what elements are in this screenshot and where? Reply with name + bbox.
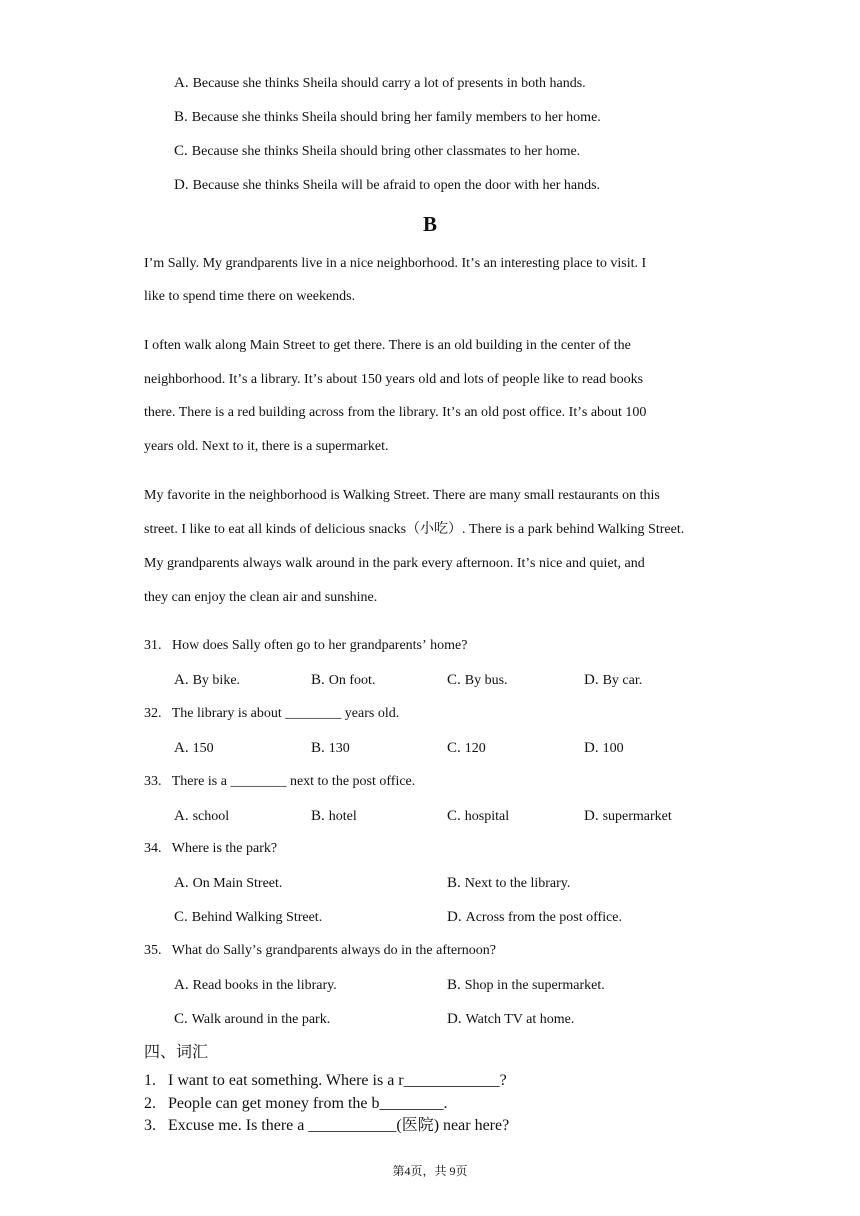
q34-option-a: A. On Main Street. <box>174 875 283 891</box>
passage-line: like to spend time there on weekends. <box>144 289 356 304</box>
passage-line: My grandparents always walk around in the park every afternoon. Itʼs nice and quiet, and <box>144 556 645 571</box>
vocab-item-3: 3. Excuse me. Is there a ___________(医院) near here? <box>144 1117 510 1134</box>
question-35: 35. What do Sallyʼs grandparents always do in the afternoon? <box>144 943 496 958</box>
q33-option-c: C. hospital <box>447 808 510 824</box>
vocab-item-1: 1. I want to eat something. Where is a r____________? <box>144 1072 507 1089</box>
question-34: 34. Where is the park? <box>144 841 278 856</box>
page-footer: 第4页，共 9页 <box>392 1164 468 1178</box>
q34-option-b: B. Next to the library. <box>447 875 571 891</box>
option-b: B. Because she thinks Sheila should bring her family members to her home. <box>174 109 601 125</box>
q35-option-a: A. Read books in the library. <box>174 977 337 993</box>
q35-option-b: B. Shop in the supermarket. <box>447 977 605 993</box>
passage-line: there. There is a red building across from the library. Itʼs an old post office. Itʼs about 100 <box>144 405 647 420</box>
q31-option-b: B. On foot. <box>311 672 376 688</box>
vocab-section-title: 四、词汇 <box>144 1044 209 1061</box>
option-d: D. Because she thinks Sheila will be afraid to open the door with her hands. <box>174 177 601 193</box>
q32-option-d: D. 100 <box>584 740 624 756</box>
section-heading: B <box>422 212 437 236</box>
q32-option-a: A. 150 <box>174 740 214 756</box>
question-32: 32. The library is about ________ years old. <box>144 706 400 721</box>
question-31: 31. How does Sally often go to her grandparentsʼ home? <box>144 638 468 653</box>
passage-line: they can enjoy the clean air and sunshine. <box>144 590 378 605</box>
q31-option-d: D. By car. <box>584 672 643 688</box>
q33-option-d: D. supermarket <box>584 808 672 824</box>
vocab-item-2: 2. People can get money from the b________. <box>144 1095 448 1112</box>
q32-option-b: B. 130 <box>311 740 350 756</box>
passage-line: years old. Next to it, there is a supermarket. <box>144 439 389 454</box>
option-a: A. Because she thinks Sheila should carry a lot of presents in both hands. <box>174 75 586 91</box>
passage-line: street. I like to eat all kinds of delicious snacks（小吃）. There is a park behind Walking Street. <box>144 522 685 537</box>
question-33: 33. There is a ________ next to the post office. <box>144 774 416 789</box>
q31-option-a: A. By bike. <box>174 672 241 688</box>
q33-option-b: B. hotel <box>311 808 357 824</box>
q32-option-c: C. 120 <box>447 740 486 756</box>
passage-line: neighborhood. Itʼs a library. Itʼs about 150 years old and lots of people like to read books <box>144 372 644 387</box>
q33-option-a: A. school <box>174 808 230 824</box>
q34-option-d: D. Across from the post office. <box>447 909 623 925</box>
q35-option-c: C. Walk around in the park. <box>174 1011 331 1027</box>
passage-line: Iʼm Sally. My grandparents live in a nice neighborhood. Itʼs an interesting place to visit. I <box>144 256 647 271</box>
q34-option-c: C. Behind Walking Street. <box>174 909 323 925</box>
passage-line: I often walk along Main Street to get there. There is an old building in the center of the <box>144 338 631 353</box>
q35-option-d: D. Watch TV at home. <box>447 1011 575 1027</box>
passage-line: My favorite in the neighborhood is Walking Street. There are many small restaurants on this <box>144 488 660 503</box>
q31-option-c: C. By bus. <box>447 672 508 688</box>
option-c: C. Because she thinks Sheila should bring other classmates to her home. <box>174 143 581 159</box>
